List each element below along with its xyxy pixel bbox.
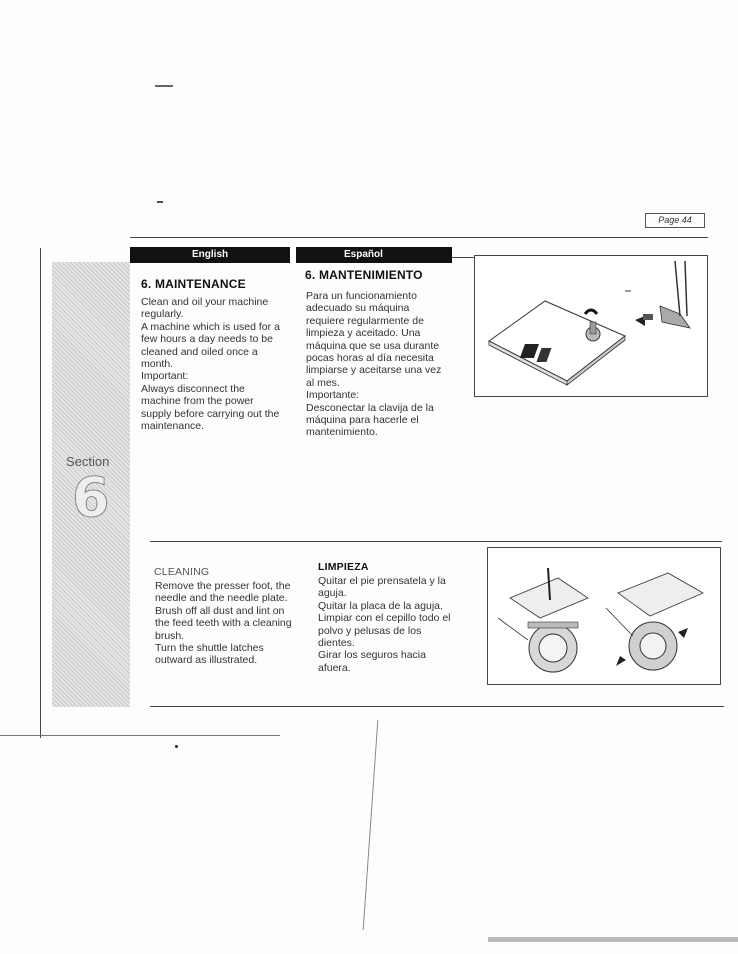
cleaning-text-es: Quitar el pie prensatela y la aguja. Quitar la placa de la aguja. Limpiar con el cepillo todo el polvo y pelusas de los dientes. Girar los seguros hacia afuera. (318, 575, 451, 674)
maintenance-heading-es: 6. MANTENIMIENTO (305, 268, 423, 282)
needle-plate-figure (474, 255, 708, 397)
maintenance-text-es: Para un funcionamiento adecuado su máquina requiere regularmente de limpieza y aceitado. Una máquina que se usa durante pocas horas al día necesita limpiarse y aceitarse una vez al mes. Importante: Desconectar la clavija de la máquina para hacerle el mantenimiento. (306, 290, 442, 439)
tab-gap (288, 247, 296, 263)
divider-rule (150, 541, 722, 542)
maintenance-text-en: Clean and oil your machine regularly. A machine which is used for a few hours a day needs to be cleaned and oiled once a month. Important: Always disconnect the machine from the power supply before carrying out the maintenance. (141, 296, 280, 433)
cleaning-heading-en: CLEANING (154, 566, 210, 578)
top-rule (130, 237, 708, 238)
scan-mark (155, 85, 173, 87)
spanish-tab (296, 247, 452, 263)
bottom-rule (150, 706, 724, 707)
scan-line (363, 720, 379, 930)
page-number: Page 44 (645, 213, 705, 228)
cleaning-text-en: Remove the presser foot, the needle and the needle plate. Brush off all dust and lint on the feed teeth with a cleaning brush. Turn the shuttle latches outward as illustrated. (155, 580, 292, 667)
page-edge-rule (0, 735, 280, 736)
english-tab (130, 247, 288, 263)
shuttle-figure (487, 547, 721, 685)
cleaning-heading-es: LIMPIEZA (318, 561, 369, 573)
needle-plate-illustration (475, 256, 707, 396)
english-label: English (192, 249, 229, 260)
section-number: 6 (72, 466, 110, 529)
binding-shadow (488, 937, 738, 942)
shuttle-illustration (488, 548, 720, 684)
scan-dot (175, 745, 178, 748)
scan-mark (157, 201, 163, 203)
spanish-label: Español (344, 249, 383, 260)
section-label: Section (66, 454, 110, 469)
maintenance-heading-en: 6. MAINTENANCE (141, 277, 246, 291)
left-margin-rule (40, 248, 41, 738)
